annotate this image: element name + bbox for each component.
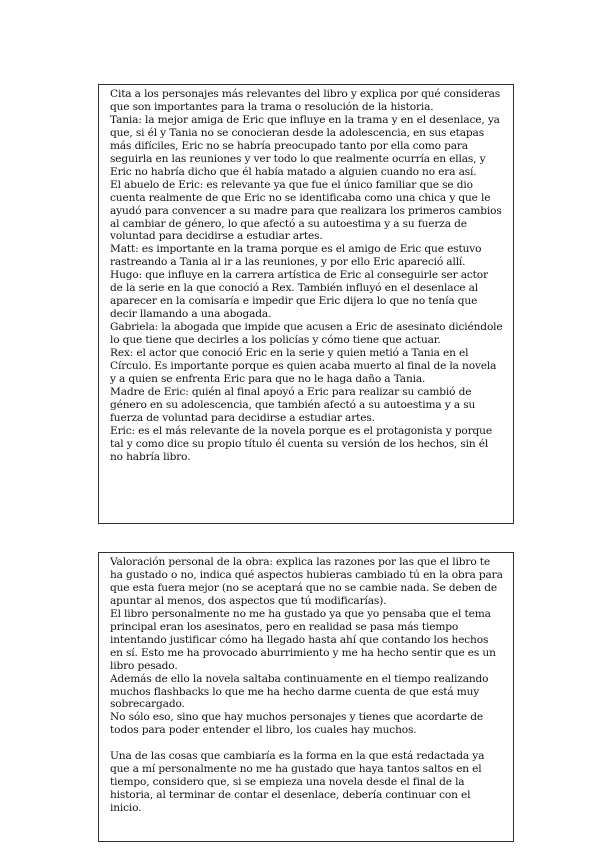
review-paragraph: No sólo eso, sino que hay muchos personajes y tienes que acordarte de todos para poder entender el libro, los cuales hay muchos. — [110, 711, 483, 737]
character-madre: Madre de Eric: quién al final apoyó a Eric para realizar su cambió de género en su adolescencia, que también afectó a su autoestima y a su fuerza de voluntad para decidirse a estudiar artes. — [110, 385, 476, 424]
characters-answer-box — [98, 84, 514, 524]
character-hugo: Hugo: que influye en la carrera artística de Eric al conseguirle ser actor de la serie en la que conoció a Rex. También influyó en el desenlace al aparecer en la comisaría e impedir que Eric dijera lo que no tenía que decir llamando a una abogada. — [110, 269, 488, 321]
review-paragraph: Una de las cosas que cambiaría es la forma en la que está redactada ya que a mí personalmente no me ha gustado que haya tantos saltos en el tiempo, considero que, si se empieza una novela desde el final de la historia, al terminar de contar el desenlace, debería continuar con el inicio. — [110, 749, 485, 814]
character-gabriela: Gabriela: la abogada que impide que acusen a Eric de asesinato diciéndole lo que tiene que decirles a los policías y cómo tiene que actuar. — [110, 321, 503, 347]
character-abuelo: El abuelo de Eric: es relevante ya que fue el único familiar que se dio cuenta realmente de que Eric no se identificaba como una chica y que le ayudó para convencer a su madre para que realizara los primeros cambios al cambiar de género, lo que afectó a su autoestima y a su fuerza de voluntad para decidirse a estudiar artes. — [110, 178, 502, 243]
paragraph-spacer — [110, 737, 503, 750]
characters-question: Cita a los personajes más relevantes del libro y explica por qué consideras que son importantes para la trama o resolución de la historia. — [110, 88, 501, 113]
review-paragraph: Además de ello la novela saltaba continuamente en el tiempo realizando muchos flashbacks lo que me ha hecho darme cuenta de que está muy sobrecargado. — [110, 672, 489, 711]
character-tania: Tania: la mejor amiga de Eric que influye en la trama y en el desenlace, ya que, si él y Tania no se conocieran desde la adolescencia, en sus etapas más difíciles, Eric no se habría preocupado tanto por ella como para seguirla en las reuniones y ver todo lo que realmente ocurría en ellas, y Eric no habría dicho que él había matado a alguien cuando no era así. — [110, 113, 500, 178]
review-question: Valoración personal de la obra: explica las razones por las que el libro te ha gustado o no, indica qué aspectos hubieras cambiado tú en la obra para que esta fuera mejor (no se aceptará que no se cambie nada. Se deben de apuntar al menos, dos aspectos que tú modificarías). — [110, 556, 503, 607]
character-eric: Eric: es el más relevante de la novela porque es el protagonista y porque tal y como dice su propio título él cuenta su versión de los hechos, sin él no habría libro. — [110, 424, 492, 463]
review-paragraph: El libro personalmente no me ha gustado ya que yo pensaba que el tema principal eran los asesinatos, pero en realidad se pasa más tiempo intentando justificar cómo ha llegado hasta ahí que contando los hechos en sí. Esto me ha provocado aburrimiento y me ha hecho sentir que es un libro pesado. — [110, 607, 496, 672]
character-matt: Matt: es importante en la trama porque es el amigo de Eric que estuvo rastreando a Tania al ir a las reuniones, y por ello Eric apareció allí. — [110, 243, 482, 269]
personal-review-box — [98, 552, 514, 842]
character-rex: Rex: el actor que conoció Eric en la serie y quien metió a Tania en el Círculo. Es importante porque es quien acaba muerto al final de la novela y a quien se enfrenta Eric para que no le haga daño a Tania. — [110, 347, 497, 385]
